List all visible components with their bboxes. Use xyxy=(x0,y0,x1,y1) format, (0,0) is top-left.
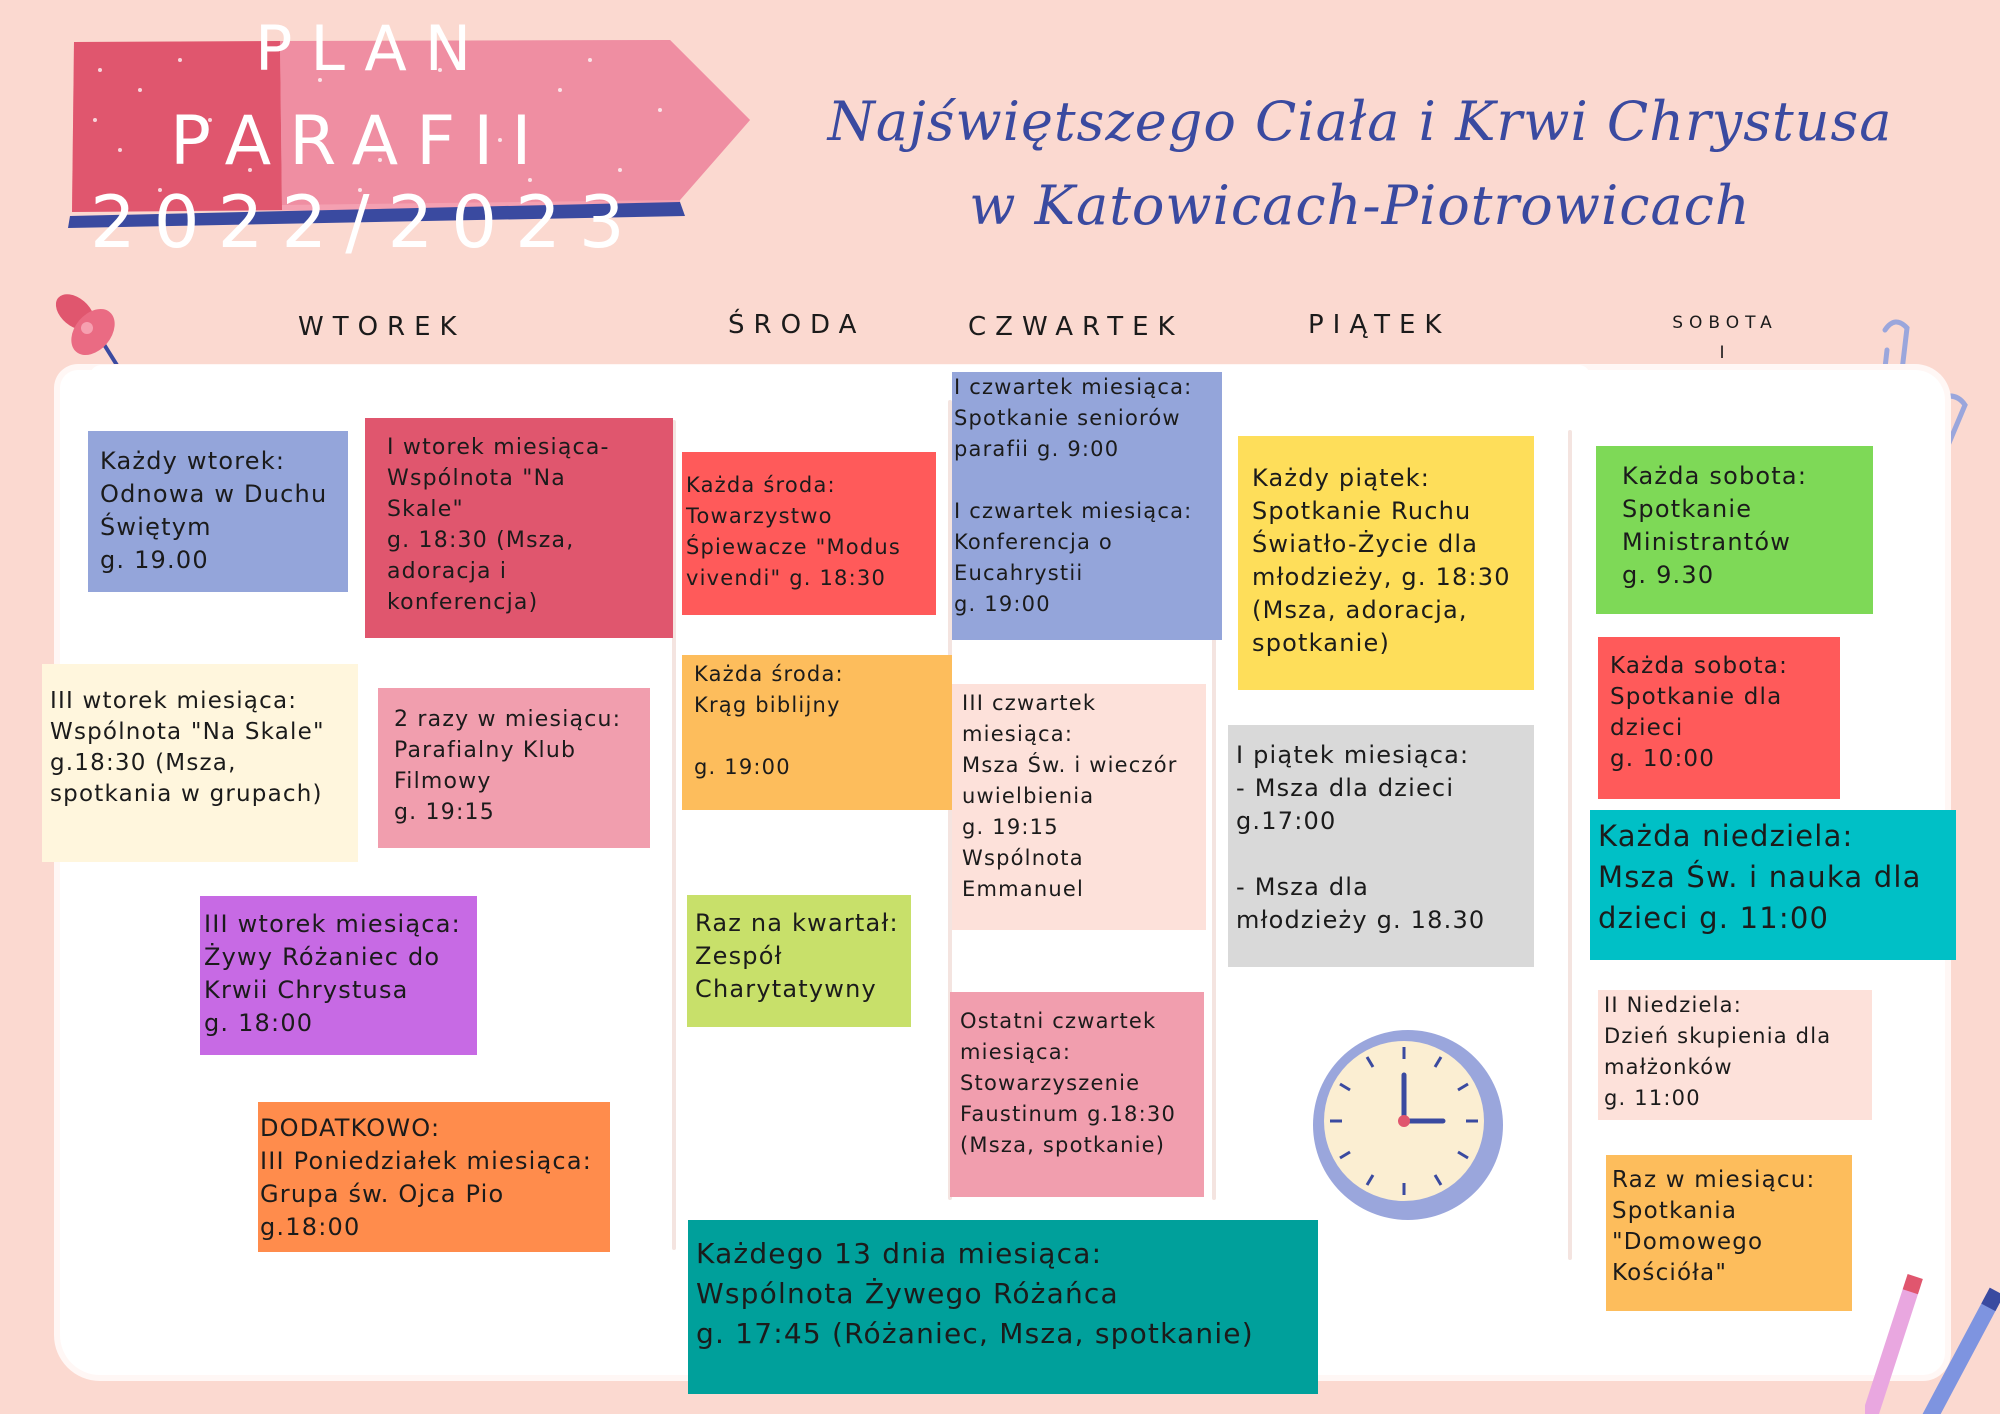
note-extra-padre-pio: DODATKOWO: III Poniedziałek miesiąca: Grupa św. Ojca Pio g.18:00 xyxy=(258,1102,610,1252)
note-wed-bible-circle: Każda środa: Krąg biblijny g. 19:00 xyxy=(682,655,952,810)
note-wed-choir: Każda środa: Towarzystwo Śpiewacze "Modus vivendi" g. 18:30 xyxy=(682,452,936,615)
title-line-3: 2022/2023 xyxy=(90,180,643,264)
paper-edge xyxy=(90,365,1590,387)
subtitle xyxy=(760,80,1960,248)
subtitle-line-1: Najświętszego Ciała i Krwi Chrystusa xyxy=(827,90,1893,153)
note-monthly-domestic-church: Raz w miesiącu: Spotkania "Domowego Kościóła" xyxy=(1606,1155,1852,1311)
note-tue-third-na-skale: III wtorek miesiąca: Wspólnota "Na Skale" g.18:30 (Msza, spotkania w grupach) xyxy=(42,664,358,862)
note-tue-film-club: 2 razy w miesiącu: Parafialny Klub Filmowy g. 19:15 xyxy=(378,688,650,848)
note-tue-first-na-skale: I wtorek miesiąca- Wspólnota "Na Skale" g. 18:30 (Msza, adoracja i konferencja) xyxy=(365,418,673,638)
note-fri-first-friday: I piątek miesiąca: - Msza dla dzieci g.17:00 - Msza dla młodzieży g. 18.30 xyxy=(1228,725,1534,967)
note-sat-children: Każda sobota: Spotkanie dla dzieci g. 10:00 xyxy=(1598,637,1840,799)
pen-icon xyxy=(1865,1265,2000,1414)
subtitle-line-2: w Katowicach-Piotrowicach xyxy=(969,174,1751,237)
note-sat-altar-servers: Każda sobota: Spotkanie Ministrantów g. 9.30 xyxy=(1596,446,1873,614)
day-weekend: SOBOTA I xyxy=(1672,313,1778,363)
title-line-1: PLAN xyxy=(255,12,490,85)
day-tuesday: WTOREK xyxy=(298,312,466,342)
note-thu-emmanuel: III czwartek miesiąca: Msza Św. i wieczór uwielbienia g. 19:15 Wspólnota Emmanuel xyxy=(952,684,1206,930)
note-sun-children-mass: Każda niedziela: Msza Św. i nauka dla dzieci g. 11:00 xyxy=(1590,810,1956,960)
note-monthly-13-rosary: Każdego 13 dnia miesiąca: Wspólnota Żywego Różańca g. 17:45 (Różaniec, Msza, spotkanie) xyxy=(688,1220,1318,1394)
note-thu-faustinum: Ostatni czwartek miesiąca: Stowarzyszenie Faustinum g.18:30 (Msza, spotkanie) xyxy=(950,992,1204,1197)
title-line-2: PARAFII xyxy=(170,102,550,181)
note-tue-rosary: III wtorek miesiąca: Żywy Różaniec do Krwii Chrystusa g. 18:00 xyxy=(200,896,477,1055)
day-friday: PIĄTEK xyxy=(1308,310,1451,340)
note-wed-charity: Raz na kwartał: Zespół Charytatywny xyxy=(687,895,911,1027)
note-thu-seniors-eucharist: I czwartek miesiąca: Spotkanie seniorów parafii g. 9:00 I czwartek miesiąca: Konferencja o Eucahrystii g. 19:00 xyxy=(952,372,1222,640)
note-sun-spouses: II Niedziela: Dzień skupienia dla małżonków g. 11:00 xyxy=(1598,990,1872,1120)
clock-icon xyxy=(1308,1025,1508,1225)
day-wednesday: ŚRODA xyxy=(728,310,866,340)
note-tue-weekly-renewal: Każdy wtorek: Odnowa w Duchu Świętym g. 19.00 xyxy=(88,431,348,592)
column-separator xyxy=(1568,430,1572,1260)
note-fri-light-life: Każdy piątek: Spotkanie Ruchu Światło-Życie dla młodzieży, g. 18:30 (Msza, adoracja, spotkanie) xyxy=(1238,436,1534,690)
day-thursday: CZWARTEK xyxy=(968,312,1184,342)
